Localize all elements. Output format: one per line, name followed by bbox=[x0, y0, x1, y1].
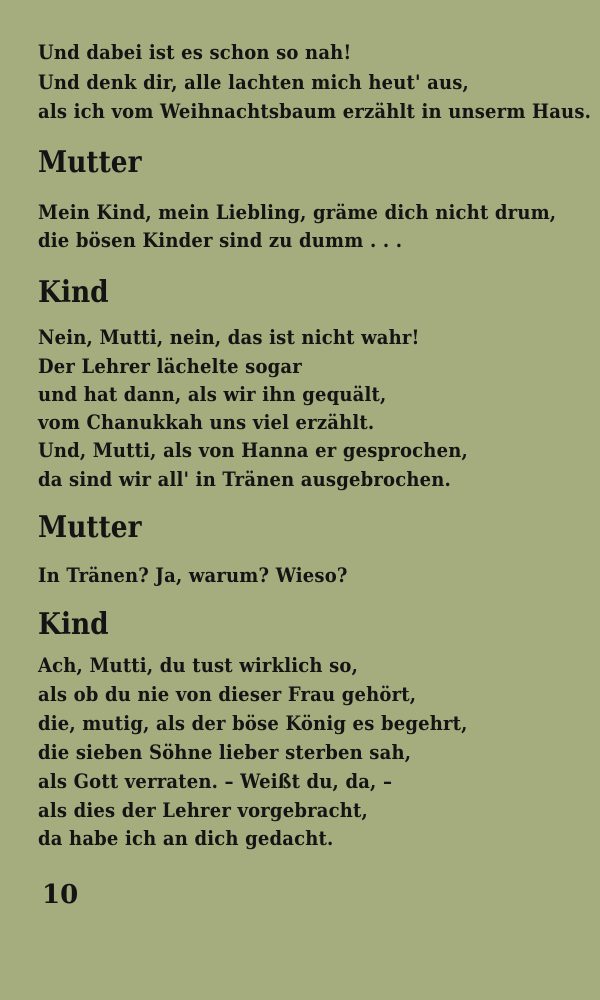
verse-line: Und dabei ist es schon so nah! bbox=[38, 40, 352, 64]
verse-line: Und denk dir, alle lachten mich heut' aus, bbox=[38, 70, 469, 94]
verse-line: In Tränen? Ja, warum? Wieso? bbox=[38, 563, 348, 587]
speaker-heading: Kind bbox=[38, 275, 109, 310]
verse-line: Nein, Mutti, nein, das ist nicht wahr! bbox=[38, 325, 420, 349]
verse-line: als ob du nie von dieser Frau gehört, bbox=[38, 682, 417, 706]
verse-line: als Gott verraten. – Weißt du, da, – bbox=[38, 769, 393, 793]
page-number: 10 bbox=[42, 880, 79, 910]
verse-line: als ich vom Weihnachtsbaum erzählt in unserm Haus. bbox=[38, 99, 592, 123]
speaker-heading: Mutter bbox=[38, 145, 142, 180]
verse-line: Ach, Mutti, du tust wirklich so, bbox=[38, 653, 359, 677]
verse-line: die sieben Söhne lieber sterben sah, bbox=[38, 740, 412, 764]
speaker-heading: Kind bbox=[38, 607, 109, 642]
verse-line: Und, Mutti, als von Hanna er gesprochen, bbox=[38, 438, 468, 462]
verse-line: Der Lehrer lächelte sogar bbox=[38, 354, 302, 378]
verse-line: da sind wir all' in Tränen ausgebrochen. bbox=[38, 467, 452, 491]
verse-line: vom Chanukkah uns viel erzählt. bbox=[38, 410, 375, 434]
verse-line: da habe ich an dich gedacht. bbox=[38, 826, 334, 850]
verse-line: als dies der Lehrer vorgebracht, bbox=[38, 798, 368, 822]
verse-line: Mein Kind, mein Liebling, gräme dich nicht drum, bbox=[38, 200, 557, 224]
verse-line: die, mutig, als der böse König es begehrt, bbox=[38, 711, 468, 735]
verse-line: und hat dann, als wir ihn gequält, bbox=[38, 382, 387, 406]
speaker-heading: Mutter bbox=[38, 510, 142, 545]
verse-line: die bösen Kinder sind zu dumm . . . bbox=[38, 228, 403, 252]
